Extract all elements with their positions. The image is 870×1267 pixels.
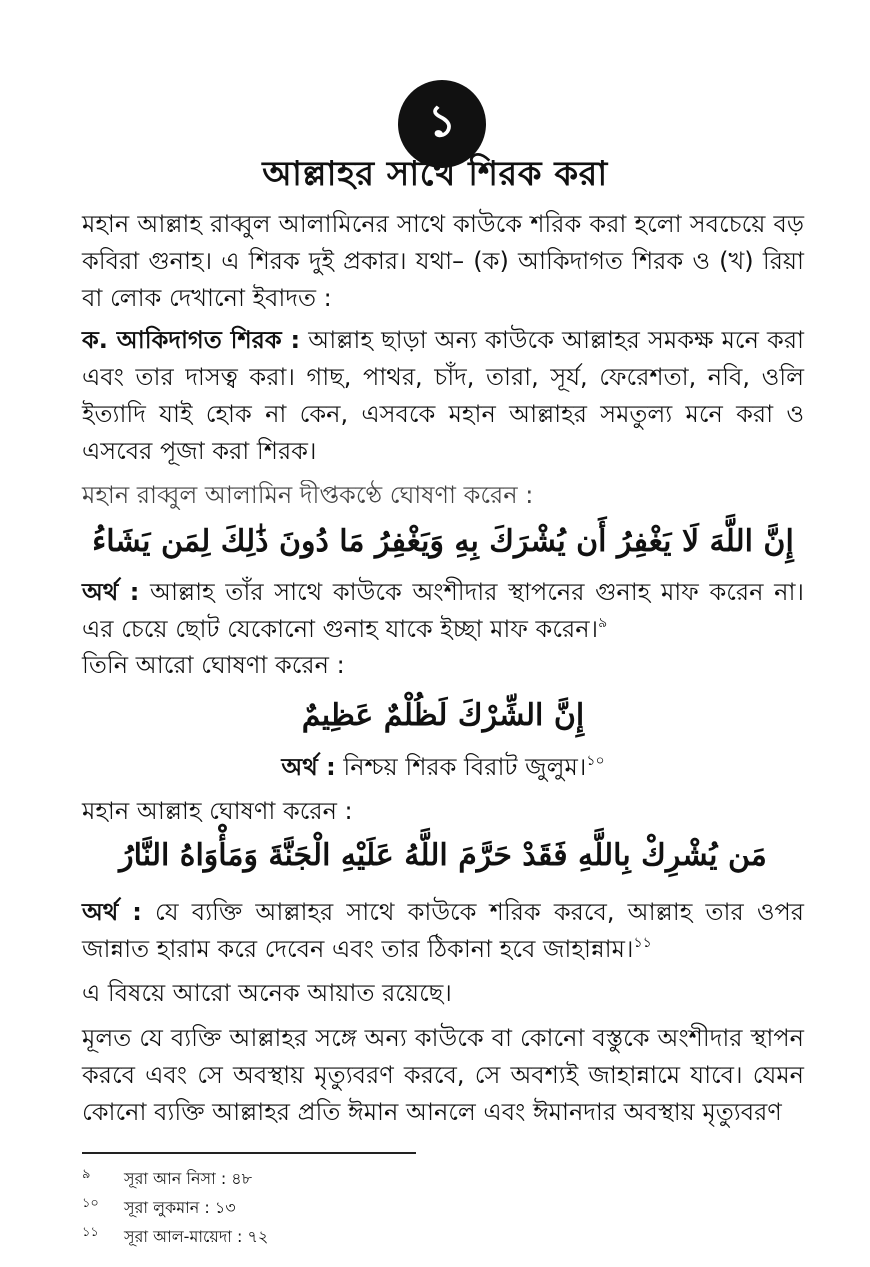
footnote-2-number: ১০ [82,1196,99,1211]
footnote-3-number: ১১ [82,1225,99,1240]
verse-3-meaning-text: যে ব্যক্তি আল্লাহর সাথে কাউকে শরিক করবে, আল্লাহ তার ওপর জান্নাত হারাম করে দেবেন এবং তার ঠিকানা হবে জাহান্নাম। [82,898,804,963]
verse-2-meaning [82,750,804,784]
intro-2: তিনি আরো ঘোষণা করেন : [82,651,345,679]
section-k-text: আল্লাহ ছাড়া অন্য কাউকে আল্লাহর সমকক্ষ মনে করা এবং তার দাসত্ব করা। গাছ, পাথর, চাঁদ, তারা, সূর্য, ফেরেশতা, নবি, ওলি ইত্যাদি যাই হোক না কেন, এসবকে মহান আল্লাহর সমতুল্য মনে করা ও এসবের পূজা করা শিরক। [82,326,804,465]
verse-1-meaning-text: আল্লাহ তাঁর সাথে কাউকে অংশীদার স্থাপনের গুনাহ মাফ করেন না। এর চেয়ে ছোট যেকোনো গুনাহ যাকে ইচ্ছা মাফ করেন। [82,578,804,643]
verse-1-meaning-label: অর্থ : [82,578,140,606]
verse-2-meaning-text: নিশ্চয় শিরক বিরাট জুলুম। [335,753,587,781]
footnote-1-number: ৯ [82,1167,91,1182]
intro-paragraph: মহান আল্লাহ রাব্বুল আলামিনের সাথে কাউকে শরিক করা হলো সবচেয়ে বড় কবিরা গুনাহ। এ শিরক দুই প্রকার। যথা– (ক) আকিদাগত শিরক ও (খ) রিয়া বা লোক দেখানো ইবাদত : [82,210,804,312]
verse-1-footnote-ref: ৯ [598,615,608,631]
footnote-2 [82,1195,682,1221]
partial-cut-line: মহান রাব্বুল আলামিন দীপ্তকণ্ঠে ঘোষণা করেন : [82,481,534,509]
verse-3-footnote-ref: ১১ [633,935,652,951]
verse-3-meaning-label: অর্থ : [82,898,142,926]
footnote-3-text: সূরা আল-মায়েদা : ৭২ [124,1227,269,1246]
verse-2-arabic: إِنَّ الشِّرْكَ لَظُلْمٌ عَظِيمٌ [301,698,585,733]
verse-1-arabic: إِنَّ اللَّهَ لَا يَغْفِرُ أَن يُشْرَكَ بِهِ وَيَغْفِرُ مَا دُونَ ذَٰلِكَ لِمَن يَشَاءُ [92,524,794,559]
footnote-1 [82,1166,682,1192]
note-line: এ বিষয়ে আরো অনেক আয়াত রয়েছে। [82,979,452,1007]
section-k-label: ক. আকিদাগত শিরক : [82,326,301,354]
footnote-2-text: সূরা লুকমান : ১৩ [124,1198,236,1217]
footnote-3 [82,1224,682,1250]
section-k-paragraph [82,322,804,470]
verse-2-meaning-label: অর্থ : [281,753,336,781]
footnote-1-text: সূরা আন নিসা : ৪৮ [124,1169,253,1188]
chapter-title: আল্লাহর সাথে শিরক করা [262,154,608,194]
verse-3-arabic: مَن يُشْرِكْ بِاللَّهِ فَقَدْ حَرَّمَ اللَّهُ عَلَيْهِ الْجَنَّةَ وَمَأْوَاهُ النَّارُ [119,838,767,873]
intro-3: মহান আল্লাহ ঘোষণা করেন : [82,797,353,825]
verse-3-meaning [82,894,804,968]
verse-2-footnote-ref: ১০ [586,753,605,769]
chapter-number: ১ [427,95,457,147]
footnote-divider [82,1152,416,1154]
closing-paragraph: মূলত যে ব্যক্তি আল্লাহর সঙ্গে অন্য কাউকে বা কোনো বস্তুকে অংশীদার স্থাপন করবে এবং সে অবস্থায় মৃত্যুবরণ করবে, সে অবশ্যই জাহান্নামে যাবে। যেমন কোনো ব্যক্তি আল্লাহর প্রতি ঈমান আনলে এবং ঈমানদার অবস্থায় মৃত্যুবরণ [82,1024,804,1126]
verse-1-meaning [82,574,804,648]
